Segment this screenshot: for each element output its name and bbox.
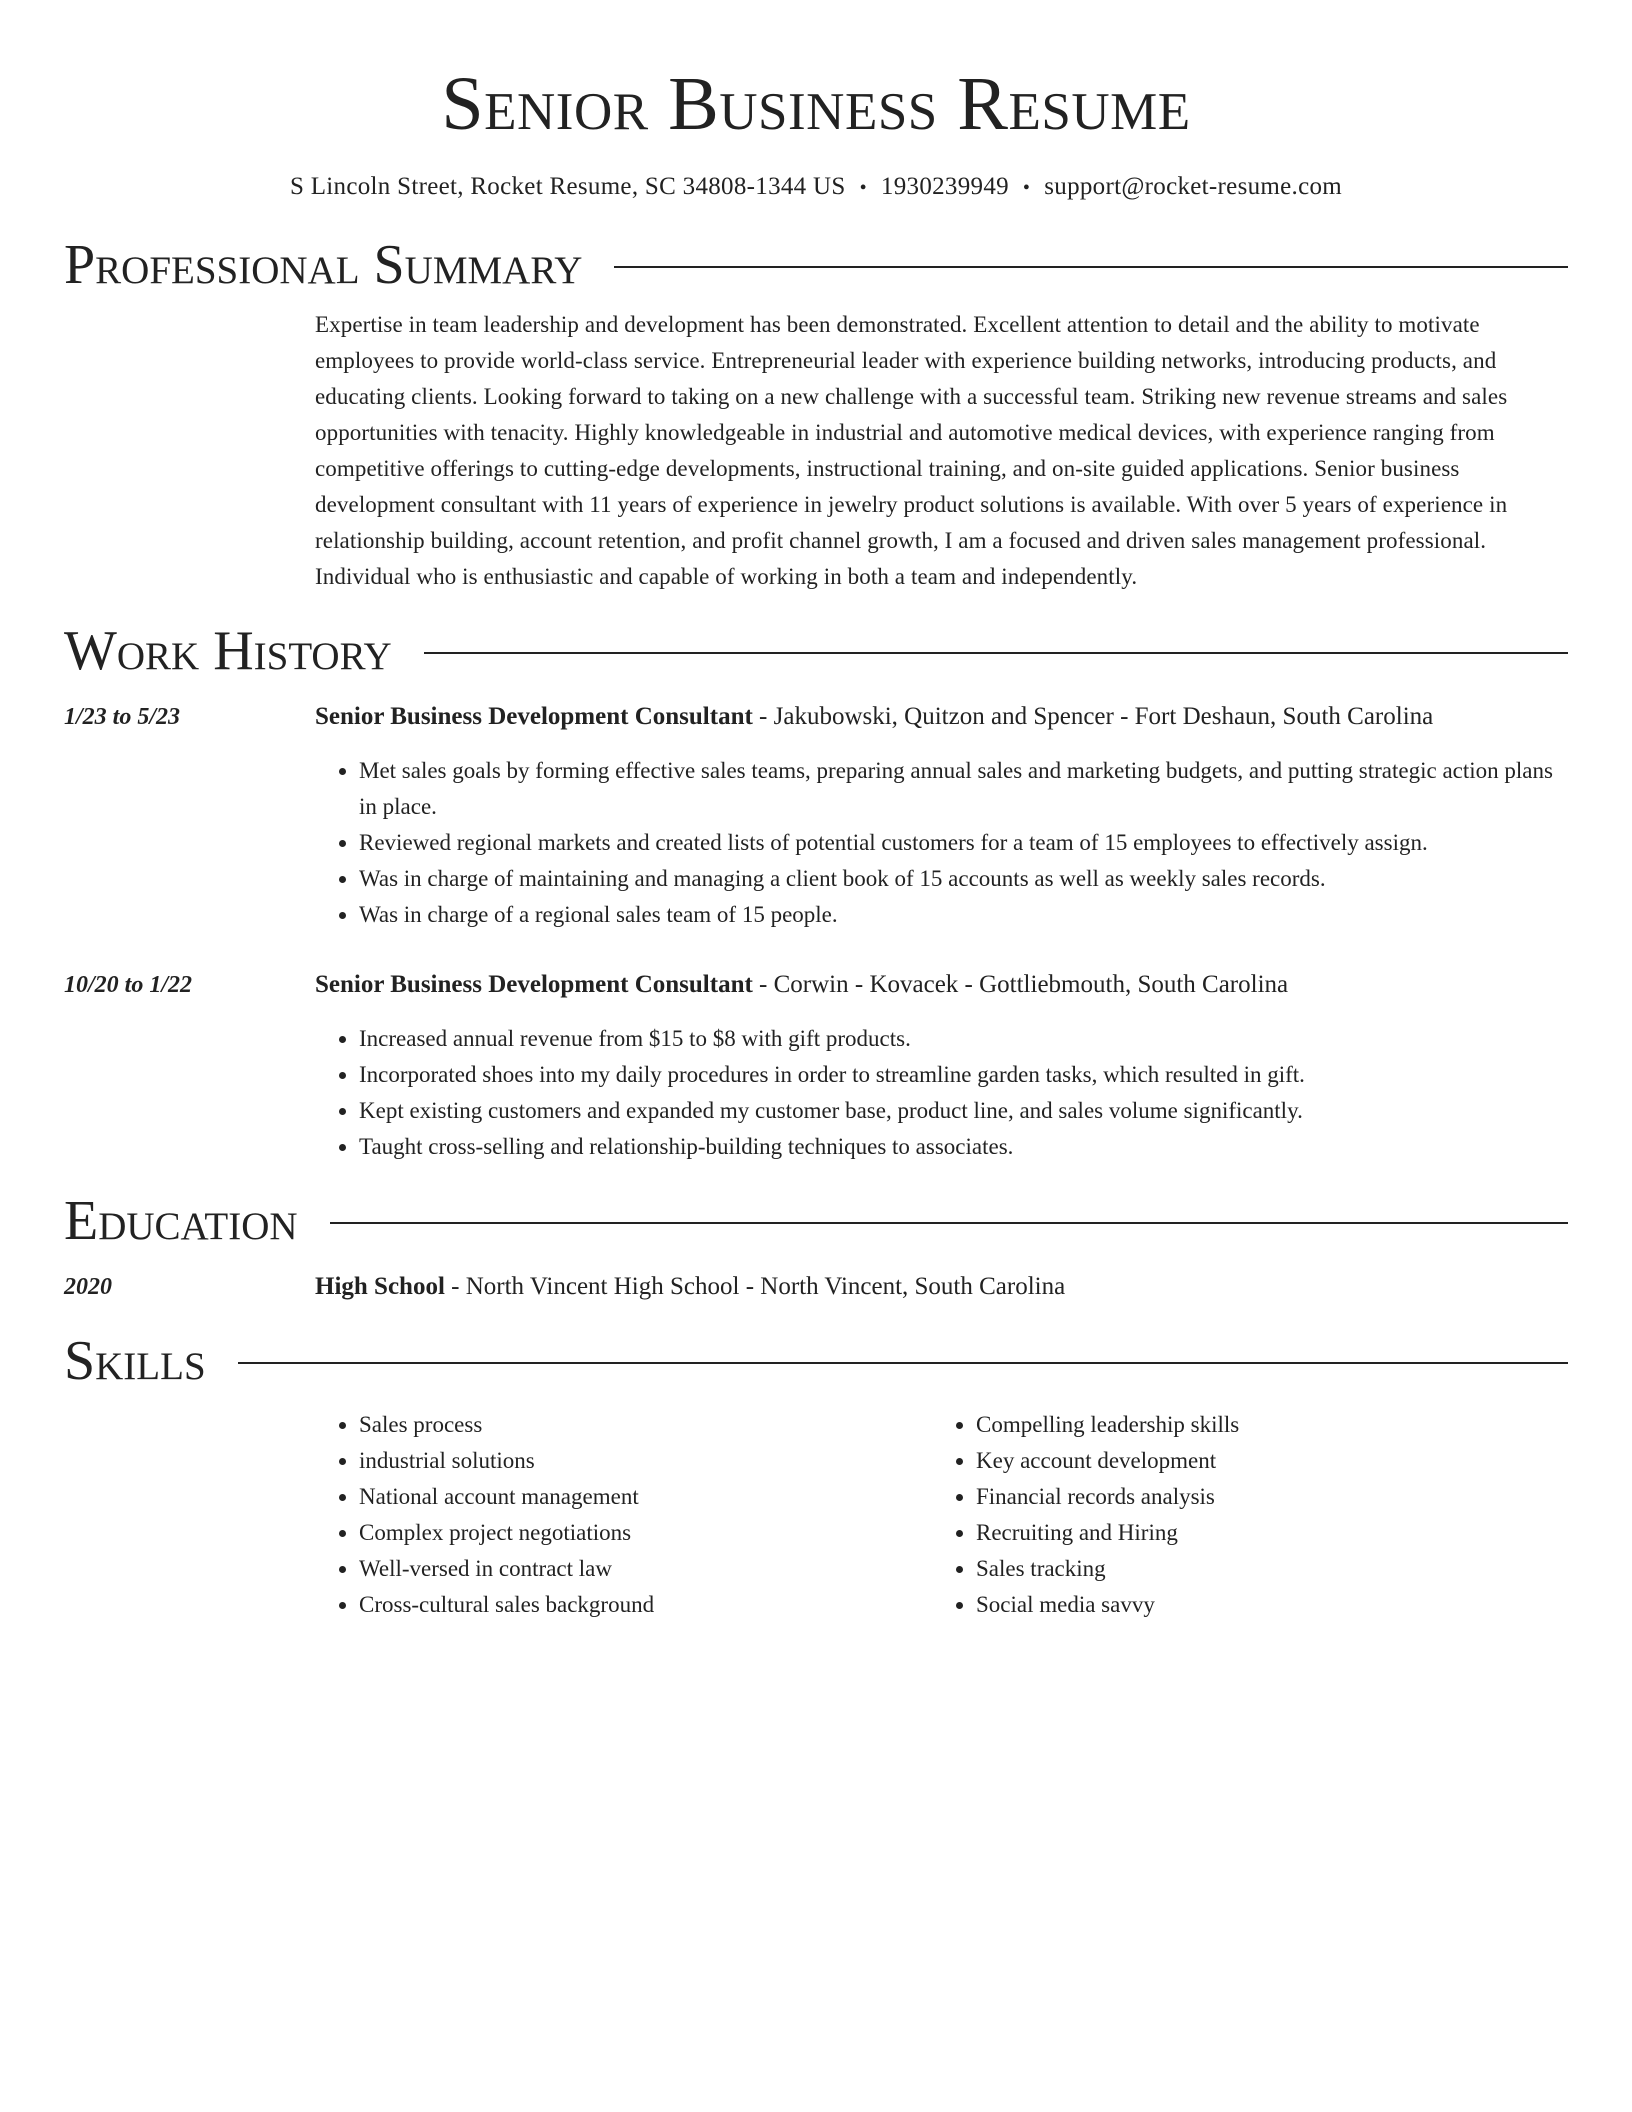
job-bullet: • Increased annual revenue from $15 to $8 with gift products. (359, 1021, 1568, 1057)
skill-item: • Well-versed in contract law (359, 1551, 932, 1587)
section-divider (238, 1362, 1568, 1364)
education-section-header (64, 1189, 1568, 1253)
education-heading (315, 1269, 1568, 1305)
skills-columns (315, 1407, 1568, 1623)
summary-text: Expertise in team leadership and development has been demonstrated. Excellent attention to detail and the ability to motivate employees to provide world-class service. Entrepreneurial leader with experience building networks, introducing products, and educating clients. Looking forward to taking on a new challenge with a successful team. Striking new revenue streams and sales opportunities with tenacity. Highly knowledgeable in industrial and automotive medical devices, with experience ranging from competitive offerings to cutting-edge developments, instructional training, and on-site guided applications. Senior business development consultant with 11 years of experience in jewelry product solutions is available. With over 5 years of experience in relationship building, account retention, and profit channel growth, I am a focused and driven sales management professional. Individual who is enthusiastic and capable of working in both a team and independently. (315, 312, 1508, 589)
job-dates: 1/23 to 5/23 (64, 704, 181, 730)
skills-list-right (932, 1407, 1549, 1623)
education-year: 2020 (64, 1274, 112, 1300)
education-details: - North Vincent High School - North Vincent, South Carolina (444, 1273, 1066, 1300)
job-bullet: • Reviewed regional markets and created lists of potential customers for a team of 15 employees to effectively assign. (359, 825, 1568, 861)
job-role: Senior Business Development Consultant (315, 971, 753, 998)
job-bullets (315, 753, 1568, 933)
work-section-title: Work History (64, 620, 392, 682)
contact-separator: • (1022, 177, 1031, 199)
summary-section-title: Professional Summary (64, 234, 583, 296)
job-heading (315, 699, 1568, 735)
section-divider (424, 652, 1568, 654)
contact-line (64, 170, 1568, 205)
skill-item: • Cross-cultural sales background (359, 1587, 932, 1623)
summary-section-header (64, 233, 1568, 297)
job-bullet: • Was in charge of a regional sales team of 15 people. (359, 897, 1568, 933)
education-degree: High School (315, 1273, 445, 1300)
education-content (315, 1269, 1568, 1305)
job-bullet: • Taught cross-selling and relationship-building techniques to associates. (359, 1129, 1568, 1165)
job-bullet: • Was in charge of maintaining and managing a client book of 15 accounts as well as weekly sales records. (359, 861, 1568, 897)
job-role: Senior Business Development Consultant (315, 703, 753, 730)
job-dates: 10/20 to 1/22 (64, 972, 193, 998)
skill-item: • Sales process (359, 1407, 932, 1443)
skills-section-header (64, 1329, 1568, 1393)
skill-item: • industrial solutions (359, 1443, 932, 1479)
contact-separator: • (859, 177, 867, 199)
skill-item: • Financial records analysis (976, 1479, 1549, 1515)
job-entry (64, 967, 1568, 1165)
job-content (315, 699, 1568, 933)
job-bullet: • Met sales goals by forming effective sales teams, preparing annual sales and marketing budgets, and putting strategic action plans in place. (359, 753, 1568, 825)
skill-item: • Complex project negotiations (359, 1515, 932, 1551)
job-bullets (315, 1021, 1568, 1165)
skills-list-left (315, 1407, 932, 1623)
job-heading (315, 967, 1568, 1003)
skill-item: • Recruiting and Hiring (976, 1515, 1549, 1551)
job-details: - Corwin - Kovacek - Gottliebmouth, South Carolina (752, 971, 1289, 998)
skill-item: • Compelling leadership skills (976, 1407, 1549, 1443)
education-entry (64, 1269, 1568, 1305)
job-bullet: • Kept existing customers and expanded my customer base, product line, and sales volume significantly. (359, 1093, 1568, 1129)
skill-item: • Social media savvy (976, 1587, 1549, 1623)
skill-item: • Key account development (976, 1443, 1549, 1479)
skill-item: • National account management (359, 1479, 932, 1515)
skills-section-title: Skills (64, 1330, 206, 1392)
contact-phone: 1930239949 (880, 173, 1009, 200)
resume-title: Senior Business Resume (441, 62, 1191, 146)
work-section-header (64, 619, 1568, 683)
contact-address: S Lincoln Street, Rocket Resume, SC 34808-1344 US (289, 173, 846, 200)
skill-item: • Sales tracking (976, 1551, 1549, 1587)
section-divider (614, 266, 1568, 268)
job-details: - Jakubowski, Quitzon and Spencer - Fort Deshaun, South Carolina (752, 703, 1434, 730)
section-divider (330, 1222, 1568, 1224)
job-entry (64, 699, 1568, 933)
contact-email: support@rocket-resume.com (1044, 173, 1343, 200)
resume-page (64, 0, 1568, 1623)
education-section-title: Education (64, 1190, 298, 1252)
job-bullet: • Incorporated shoes into my daily procedures in order to streamline garden tasks, which resulted in gift. (359, 1057, 1568, 1093)
job-content (315, 967, 1568, 1165)
